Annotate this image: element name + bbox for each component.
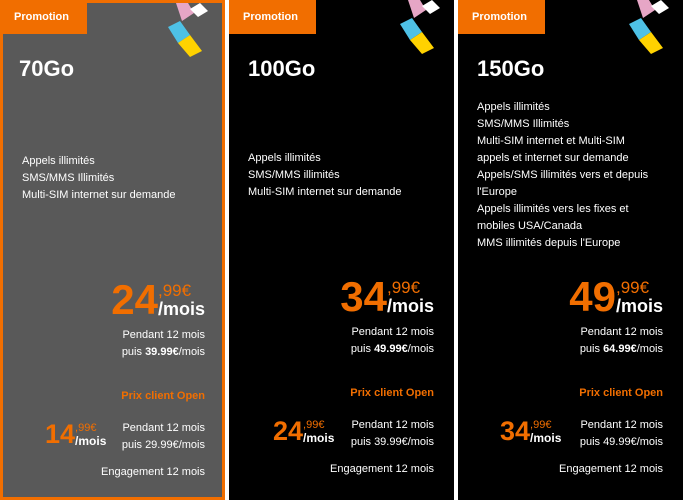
price-note-after-value: 39.99€ — [145, 346, 179, 358]
feature-item: Appels illimités — [22, 155, 95, 167]
feature-item: Appels/SMS illimités vers et depuis — [477, 169, 649, 181]
promotion-badge: Promotion — [0, 0, 87, 34]
open-price-euros: 14 — [45, 419, 76, 449]
open-client-label: Prix client Open — [350, 387, 434, 399]
open-note-duration: Pendant 12 mois — [351, 419, 434, 431]
open-note-duration: Pendant 12 mois — [122, 422, 205, 434]
open-note-after: puis 49.99€/mois — [579, 436, 663, 448]
open-price — [500, 418, 561, 448]
price-duration-note — [351, 324, 434, 358]
open-price — [273, 418, 334, 448]
promotion-badge: Promotion — [229, 0, 316, 34]
open-client-label: Prix client Open — [579, 387, 663, 399]
feature-item: Multi-SIM internet sur demande — [248, 186, 402, 198]
feature-item: l'Europe — [477, 186, 518, 198]
open-note-after: puis 39.99€/mois — [350, 436, 434, 448]
engagement-note: Engagement 12 mois — [559, 463, 663, 475]
price-note-after — [580, 341, 663, 358]
brand-logo-icon — [629, 0, 683, 54]
feature-list — [22, 153, 217, 204]
price-note-duration: Pendant 12 mois — [122, 329, 205, 341]
open-price-note — [351, 417, 434, 451]
feature-item: Appels illimités vers les fixes et — [477, 203, 629, 215]
main-price — [569, 273, 663, 320]
engagement-note: Engagement 12 mois — [101, 466, 205, 478]
price-note-after-prefix: puis — [121, 346, 146, 358]
brand-logo-icon — [168, 3, 222, 57]
feature-item: Multi-SIM internet sur demande — [22, 189, 176, 201]
open-price-period: /mois — [75, 434, 107, 448]
price-duration-note — [580, 324, 663, 358]
feature-list — [477, 99, 672, 252]
price-note-duration: Pendant 12 mois — [580, 326, 663, 338]
feature-item: SMS/MMS Illimités — [477, 118, 570, 130]
plan-card-150go[interactable] — [458, 0, 683, 500]
open-price-note — [122, 420, 205, 454]
price-cents: ,99€ — [386, 278, 421, 297]
open-price — [45, 421, 106, 451]
feature-list — [248, 150, 443, 201]
open-price-note — [580, 417, 663, 451]
price-note-after — [122, 344, 205, 361]
price-period: /mois — [386, 296, 434, 316]
price-euros: 34 — [340, 273, 387, 320]
promotion-badge: Promotion — [458, 0, 545, 34]
open-price-cents: ,99€ — [303, 419, 325, 431]
feature-item: SMS/MMS Illimités — [22, 172, 115, 184]
open-client-label: Prix client Open — [121, 390, 205, 402]
open-price-period: /mois — [303, 431, 335, 445]
feature-item: Appels illimités — [477, 101, 550, 113]
brand-logo-icon — [400, 0, 454, 54]
open-price-cents: ,99€ — [530, 419, 552, 431]
feature-item: Multi-SIM internet et Multi-SIM — [477, 135, 625, 147]
plan-card-100go[interactable] — [229, 0, 454, 500]
open-note-after: puis 29.99€/mois — [121, 439, 205, 451]
feature-item: mobiles USA/Canada — [477, 220, 583, 232]
price-euros: 24 — [111, 276, 158, 323]
price-duration-note — [122, 327, 205, 361]
feature-item: MMS illimités depuis l'Europe — [477, 237, 621, 249]
plan-card-70go[interactable] — [0, 0, 225, 500]
price-note-after-value: 64.99€ — [603, 343, 637, 355]
plan-title: 150Go — [477, 56, 545, 81]
plan-title: 70Go — [19, 56, 75, 81]
price-period: /mois — [157, 299, 205, 319]
plan-title: 100Go — [248, 56, 316, 81]
price-note-after-prefix: puis — [350, 343, 375, 355]
open-note-duration: Pendant 12 mois — [580, 419, 663, 431]
price-note-after-suffix: /mois — [178, 346, 205, 358]
price-cents: ,99€ — [615, 278, 650, 297]
price-euros: 49 — [569, 273, 616, 320]
open-price-euros: 24 — [273, 416, 304, 446]
feature-item: SMS/MMS illimités — [248, 169, 340, 181]
price-note-after — [351, 341, 434, 358]
open-price-period: /mois — [530, 431, 562, 445]
engagement-note: Engagement 12 mois — [330, 463, 434, 475]
main-price — [111, 276, 205, 323]
price-note-after-value: 49.99€ — [374, 343, 408, 355]
feature-item: Appels illimités — [248, 152, 321, 164]
open-price-cents: ,99€ — [75, 422, 97, 434]
main-price — [340, 273, 434, 320]
price-note-after-suffix: /mois — [407, 343, 434, 355]
price-period: /mois — [615, 296, 663, 316]
price-note-after-prefix: puis — [579, 343, 604, 355]
price-note-duration: Pendant 12 mois — [351, 326, 434, 338]
price-note-after-suffix: /mois — [636, 343, 663, 355]
feature-item: appels et internet sur demande — [477, 152, 629, 164]
open-price-euros: 34 — [500, 416, 531, 446]
price-cents: ,99€ — [157, 281, 192, 300]
